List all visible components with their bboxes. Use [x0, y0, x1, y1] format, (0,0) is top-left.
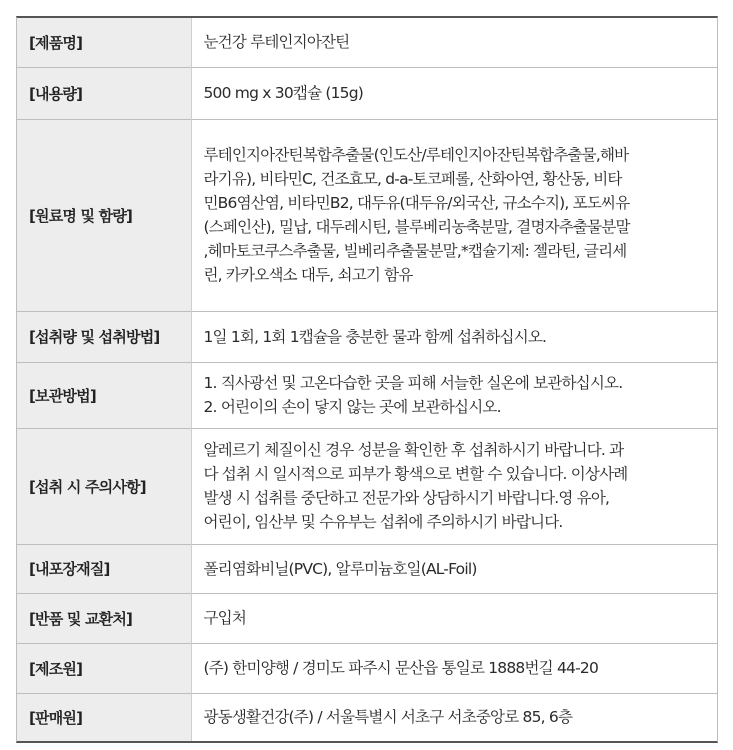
value-line: 다 섭취 시 일시적으로 피부가 황색으로 변할 수 있습니다. 이상사례 — [203, 465, 628, 483]
value-precautions — [191, 428, 717, 544]
value-line: (주) 한미양행 / 경미도 파주시 문산읍 통일로 1888번길 44-20 — [203, 659, 599, 677]
row-precautions — [17, 428, 717, 544]
product-info-sheet — [16, 16, 718, 743]
label-ingredients: [원료명 및 함량] — [17, 119, 191, 311]
value-line: 루테인지아잔틴복합추출물(인도산/루테인지아잔틴복합추출물,해바 — [203, 146, 629, 164]
row-intake-method — [17, 311, 717, 362]
value-line: 민B6염산염, 비타민B2, 대두유(대두유/외국산, 규소수지), 포도씨유 — [203, 194, 630, 212]
value-manufacturer — [191, 643, 717, 693]
row-content-amount — [17, 67, 717, 119]
label-returns: [반품 및 교환처] — [17, 593, 191, 643]
row-ingredients — [17, 119, 717, 311]
value-line: 폴리염화비닐(PVC), 알루미늄호일(AL-Foil) — [203, 559, 477, 578]
value-line: 1일 1회, 1회 1캡슐을 충분한 물과 함께 섭취하십시오. — [203, 327, 547, 346]
value-content-amount — [191, 67, 717, 119]
row-seller — [17, 693, 717, 741]
label-content-amount: [내용량] — [17, 67, 191, 119]
value-storage — [191, 362, 717, 428]
value-packaging-material — [191, 544, 717, 593]
label-product-name: [제품명] — [17, 18, 191, 67]
row-packaging-material — [17, 544, 717, 593]
value-line: (스페인산), 밀납, 대두레시틴, 블루베리농축분말, 결명자추출물분말 — [203, 218, 630, 236]
label-precautions: [섭취 시 주의사항] — [17, 428, 191, 544]
row-product-name — [17, 18, 717, 67]
label-seller: [판매원] — [17, 693, 191, 741]
value-line: ,헤마토코쿠스추출물, 빌베리추출물분말,*캡슐기제: 젤라틴, 글리세 — [203, 242, 627, 260]
value-intake-method — [191, 311, 717, 362]
label-storage: [보관방법] — [17, 362, 191, 428]
value-line: 1. 직사광선 및 고온다습한 곳을 피해 서늘한 실온에 보관하십시오. — [203, 374, 623, 392]
row-manufacturer — [17, 643, 717, 693]
value-seller — [191, 693, 717, 741]
label-manufacturer: [제조원] — [17, 643, 191, 693]
value-line: 구입처 — [203, 609, 247, 627]
value-line: 어린이, 임산부 및 수유부는 섭취에 주의하시기 바랍니다. — [203, 513, 563, 531]
value-line: 눈건강 루테인지아잔틴 — [203, 33, 350, 52]
label-packaging-material: [내포장재질] — [17, 544, 191, 593]
value-line: 2. 어린이의 손이 닿지 않는 곳에 보관하십시오. — [203, 398, 501, 416]
value-line: 라기유), 비타민C, 건조효모, d-a-토코페롤, 산화아연, 황산동, 비타 — [203, 170, 622, 188]
value-line: 발생 시 섭취를 중단하고 전문가와 상담하시기 바랍니다.영 유아, — [203, 489, 610, 507]
value-line: 알레르기 체질이신 경우 성분을 확인한 후 섭취하시기 바랍니다. 과 — [203, 441, 624, 459]
value-ingredients — [191, 119, 717, 311]
value-line: 린, 카카오색소 대두, 쇠고기 함유 — [203, 266, 413, 284]
product-info-table — [17, 18, 717, 741]
row-storage — [17, 362, 717, 428]
value-line: 500 mg x 30캡슐 (15g) — [203, 84, 364, 102]
value-returns — [191, 593, 717, 643]
label-intake-method: [섭취량 및 섭취방법] — [17, 311, 191, 362]
row-returns — [17, 593, 717, 643]
value-product-name — [191, 18, 717, 67]
value-line: 광동생활건강(주) / 서울특별시 서초구 서초중앙로 85, 6층 — [203, 708, 573, 727]
